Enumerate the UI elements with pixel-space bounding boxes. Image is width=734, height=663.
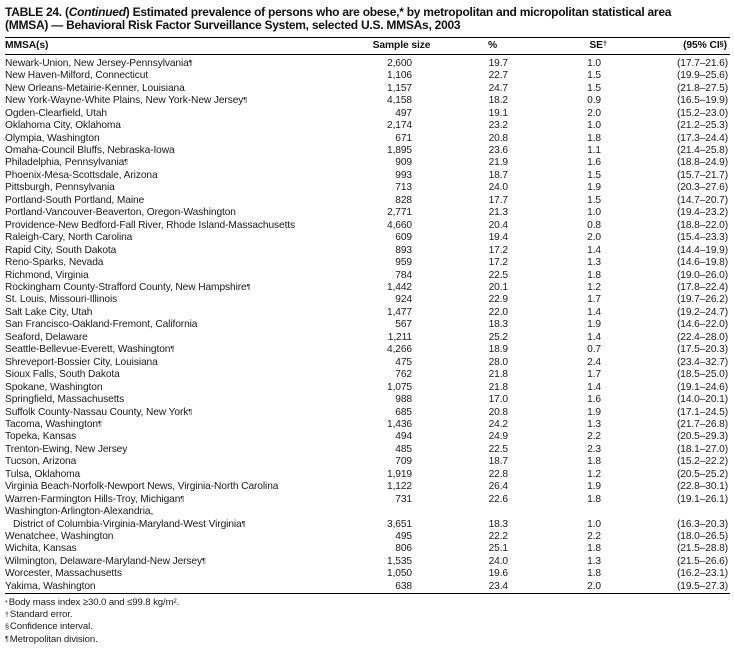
table-row — [5, 531, 730, 543]
se-cell: 1.9 — [587, 481, 601, 493]
se-cell: 2.2 — [587, 531, 601, 543]
sample-size-cell: 638 — [395, 580, 412, 592]
mmsa-name: Shreveport-Bossier City, Louisiana — [5, 356, 158, 368]
ci-cell: (17.3–24.4) — [676, 132, 728, 144]
table-row — [5, 394, 730, 406]
table-row — [5, 195, 730, 207]
mmsa-name: Wichita, Kansas — [5, 543, 77, 555]
percent-cell: 21.9 — [488, 157, 508, 169]
mmsa-name: Washington-Arlington-Alexandria, District of Columbia-Virginia-Maryland-West Virginia¶ — [5, 506, 246, 530]
sample-size-cell: 1,075 — [387, 381, 412, 393]
mmsa-name: Omaha-Council Bluffs, Nebraska-Iowa — [5, 144, 175, 156]
table-row — [5, 431, 730, 443]
ci-cell: (19.5–27.3) — [676, 580, 728, 592]
sample-size-cell: 4,660 — [387, 219, 412, 231]
ci-cell: (17.5–20.3) — [676, 344, 728, 356]
sample-size-cell: 1,895 — [387, 144, 412, 156]
mmsa-name: Newark-Union, New Jersey-Pennsylvania¶ — [5, 57, 193, 69]
col-header-sample-size: Sample size — [361, 37, 446, 54]
sample-size-cell: 2,600 — [387, 57, 412, 69]
se-cell: 1.0 — [587, 57, 601, 69]
table-row — [5, 157, 730, 169]
ci-cell: (21.4–25.8) — [676, 144, 728, 156]
metropolitan-division-marker: ¶ — [241, 518, 246, 528]
ci-cell: (14.6–19.8) — [676, 257, 728, 269]
mmsa-name: Seaford, Delaware — [5, 331, 88, 343]
col-header-mmsa: MMSA(s) — [5, 37, 361, 54]
mmsa-name: Seattle-Bellevue-Everett, Washington¶ — [5, 344, 175, 356]
mmsa-name: Wilmington, Delaware-Maryland-New Jersey¶ — [5, 555, 206, 567]
ci-cell: (20.5–29.3) — [676, 431, 728, 443]
percent-cell: 20.4 — [488, 219, 508, 231]
sample-size-cell: 1,157 — [387, 82, 412, 94]
se-cell: 0.7 — [587, 344, 601, 356]
mmsa-name: Portland-South Portland, Maine — [5, 194, 145, 206]
se-cell: 1.7 — [587, 369, 601, 381]
se-cell: 1.4 — [587, 306, 601, 318]
mmsa-name: Tucson, Arizona — [5, 456, 77, 468]
sample-size-cell: 1,919 — [387, 468, 412, 480]
mmsa-name: Oklahoma City, Oklahoma — [5, 120, 121, 132]
metropolitan-division-marker: ¶ — [246, 281, 251, 291]
sample-size-cell: 4,266 — [387, 344, 412, 356]
ci-cell: (18.8–22.0) — [676, 219, 728, 231]
se-cell: 1.9 — [587, 406, 601, 418]
footnote-standard-error: †Standard error. — [5, 609, 73, 621]
sample-size-cell: 1,535 — [387, 555, 412, 567]
se-cell: 2.0 — [587, 580, 601, 592]
table-row — [5, 469, 730, 481]
mmsa-name: San Francisco-Oakland-Fremont, California — [5, 319, 198, 331]
mmsa-name: Philadelphia, Pennsylvania¶ — [5, 157, 129, 169]
se-cell: 2.4 — [587, 356, 601, 368]
mmsa-name: Olympia, Washington — [5, 132, 100, 144]
mmsa-name: Pittsburgh, Pennsylvania — [5, 182, 115, 194]
table-row — [5, 270, 730, 282]
se-cell: 1.8 — [587, 269, 601, 281]
mmsa-name: Topeka, Kansas — [5, 431, 77, 443]
metropolitan-division-marker: ¶ — [188, 406, 193, 416]
percent-cell: 19.1 — [488, 107, 508, 119]
ci-cell: (14.6–22.0) — [676, 319, 728, 331]
mmsa-name: Sioux Falls, South Dakota — [5, 369, 120, 381]
prevalence-table — [5, 37, 730, 594]
table-row — [5, 319, 730, 331]
mmsa-name: Raleigh-Cary, North Carolina — [5, 232, 133, 244]
percent-cell: 28.0 — [488, 356, 508, 368]
se-cell: 1.4 — [587, 331, 601, 343]
sample-size-cell: 567 — [395, 319, 412, 331]
table-row — [5, 108, 730, 120]
se-cell: 1.7 — [587, 294, 601, 306]
table-row — [5, 357, 730, 369]
table-row — [5, 568, 730, 580]
mmsa-name: Trenton-Ewing, New Jersey — [5, 443, 128, 455]
ci-cell: (18.1–27.0) — [676, 443, 728, 455]
table-row — [5, 494, 730, 506]
table-row — [5, 70, 730, 82]
mmsa-name: New Haven-Milford, Connecticut — [5, 70, 149, 82]
mmsa-name: Springfield, Massachusetts — [5, 394, 125, 406]
ci-cell: (17.8–22.4) — [676, 281, 728, 293]
ci-cell: (21.7–26.8) — [676, 418, 728, 430]
ci-cell: (19.4–23.2) — [676, 207, 728, 219]
se-cell: 1.0 — [587, 207, 601, 219]
sample-size-cell: 497 — [395, 107, 412, 119]
mmsa-name: Ogden-Clearfield, Utah — [5, 107, 107, 119]
sample-size-cell: 1,477 — [387, 306, 412, 318]
percent-cell: 23.6 — [488, 144, 508, 156]
sample-size-cell: 909 — [395, 157, 412, 169]
ci-cell: (22.8–30.1) — [676, 481, 728, 493]
sample-size-cell: 806 — [395, 543, 412, 555]
ci-cell: (18.0–26.5) — [676, 531, 728, 543]
se-cell: 2.0 — [587, 107, 601, 119]
metropolitan-division-marker: ¶ — [201, 555, 206, 565]
table-row — [5, 95, 730, 107]
sample-size-cell: 494 — [395, 431, 412, 443]
table-row — [5, 245, 730, 257]
se-cell: 1.6 — [587, 157, 601, 169]
footnote-body-mass-index: *Body mass index ≥30.0 and ≤99.8 kg/m². — [5, 597, 180, 609]
percent-cell: 21.8 — [488, 381, 508, 393]
se-cell: 1.4 — [587, 244, 601, 256]
se-cell: 1.5 — [587, 169, 601, 181]
table-row — [5, 307, 730, 319]
header-row — [5, 37, 730, 54]
mmsa-name: Providence-New Bedford-Fall River, Rhode Island-Massachusetts — [5, 219, 296, 231]
mmsa-name: St. Louis, Missouri-Illinois — [5, 294, 118, 306]
table-row — [5, 382, 730, 394]
table-row — [5, 407, 730, 419]
col-header-percent: % — [446, 37, 510, 54]
table-row — [5, 232, 730, 244]
sample-size-cell: 988 — [395, 394, 412, 406]
table-row — [5, 220, 730, 232]
mmsa-name: Richmond, Virginia — [5, 269, 89, 281]
table-row — [5, 182, 730, 194]
percent-cell: 25.2 — [488, 331, 508, 343]
mmsa-name: Salt Lake City, Utah — [5, 306, 93, 318]
percent-cell: 19.7 — [488, 57, 508, 69]
table-row — [5, 207, 730, 219]
sample-size-cell: 709 — [395, 456, 412, 468]
se-cell: 1.5 — [587, 70, 601, 82]
percent-cell: 22.0 — [488, 306, 508, 318]
percent-cell: 18.3 — [488, 319, 508, 331]
se-cell: 1.4 — [587, 381, 601, 393]
se-cell: 1.3 — [587, 555, 601, 567]
percent-cell: 18.2 — [488, 95, 508, 107]
percent-cell: 20.8 — [488, 406, 508, 418]
sample-size-cell: 671 — [395, 132, 412, 144]
percent-cell: 22.7 — [488, 70, 508, 82]
percent-cell: 24.9 — [488, 431, 508, 443]
percent-cell: 25.1 — [488, 543, 508, 555]
metropolitan-division-marker: ¶ — [188, 57, 193, 67]
se-cell: 1.0 — [587, 518, 601, 530]
mmsa-name: Reno-Sparks, Nevada — [5, 257, 104, 269]
percent-cell: 20.1 — [488, 281, 508, 293]
percent-cell: 24.7 — [488, 82, 508, 94]
sample-size-cell: 1,211 — [387, 331, 412, 343]
percent-cell: 17.7 — [488, 194, 508, 206]
table-row — [5, 444, 730, 456]
ci-cell: (14.4–19.9) — [676, 244, 728, 256]
percent-cell: 17.2 — [488, 244, 508, 256]
mmsa-name: New Orleans-Metairie-Kenner, Louisiana — [5, 82, 185, 94]
mmsa-name: Worcester, Massachusetts — [5, 568, 122, 580]
se-cell: 0.9 — [587, 95, 601, 107]
sample-size-cell: 1,442 — [387, 281, 412, 293]
table-row — [5, 456, 730, 468]
table-row — [5, 481, 730, 493]
table-row — [5, 54, 730, 70]
percent-cell: 17.0 — [488, 394, 508, 406]
metropolitan-division-marker: ¶ — [170, 344, 175, 354]
se-cell: 1.9 — [587, 319, 601, 331]
percent-cell: 23.2 — [488, 120, 508, 132]
table-row — [5, 506, 730, 531]
ci-cell: (19.2–24.7) — [676, 306, 728, 318]
ci-cell: (23.4–32.7) — [676, 356, 728, 368]
ci-cell: (21.2–25.3) — [676, 120, 728, 132]
sample-size-cell: 475 — [395, 356, 412, 368]
percent-cell: 20.8 — [488, 132, 508, 144]
footnote-metropolitan-division: ¶Metropolitan division. — [5, 633, 98, 645]
se-cell: 1.9 — [587, 182, 601, 194]
percent-cell: 23.4 — [488, 580, 508, 592]
metropolitan-division-marker: ¶ — [180, 493, 185, 503]
sample-size-cell: 1,050 — [387, 568, 412, 580]
ci-cell: (19.9–25.6) — [676, 70, 728, 82]
table-title-line-1: TABLE 24. (Continued) Estimated prevalence of persons who are obese,* by metropolitan and micropolitan statistical area — [5, 5, 672, 19]
sample-size-cell: 893 — [395, 244, 412, 256]
table-row — [5, 257, 730, 269]
ci-cell: (15.2–23.0) — [676, 107, 728, 119]
sample-size-cell: 993 — [395, 169, 412, 181]
mmsa-name: Yakima, Washington — [5, 580, 96, 592]
table-row — [5, 170, 730, 182]
se-cell: 1.3 — [587, 257, 601, 269]
percent-cell: 22.5 — [488, 443, 508, 455]
sample-size-cell: 685 — [395, 406, 412, 418]
percent-cell: 24.2 — [488, 418, 508, 430]
percent-cell: 18.7 — [488, 169, 508, 181]
percent-cell: 19.6 — [488, 568, 508, 580]
percent-cell: 24.0 — [488, 182, 508, 194]
table-title — [5, 6, 730, 33]
sample-size-cell: 713 — [395, 182, 412, 194]
se-cell: 1.2 — [587, 468, 601, 480]
percent-cell: 24.0 — [488, 555, 508, 567]
percent-cell: 19.4 — [488, 232, 508, 244]
sample-size-cell: 1,106 — [387, 70, 412, 82]
sample-size-cell: 959 — [395, 257, 412, 269]
percent-cell: 26.4 — [488, 481, 508, 493]
percent-cell: 22.6 — [488, 493, 508, 505]
metropolitan-division-marker: ¶ — [243, 95, 248, 105]
footnote-confidence-interval: §Confidence interval. — [5, 621, 93, 633]
ci-cell: (14.0–20.1) — [676, 394, 728, 406]
ci-cell: (15.2–22.2) — [676, 456, 728, 468]
ci-cell: (21.5–26.6) — [676, 555, 728, 567]
ci-cell: (19.0–26.0) — [676, 269, 728, 281]
mmsa-name: Virginia Beach-Norfolk-Newport News, Virginia-North Carolina — [5, 481, 279, 493]
se-cell: 1.8 — [587, 543, 601, 555]
se-cell: 1.8 — [587, 568, 601, 580]
se-cell: 1.8 — [587, 493, 601, 505]
se-cell: 1.2 — [587, 281, 601, 293]
sample-size-cell: 3,651 — [387, 518, 412, 530]
mmsa-name: Suffolk County-Nassau County, New York¶ — [5, 406, 193, 418]
ci-cell: (21.5–28.8) — [676, 543, 728, 555]
sample-size-cell: 609 — [395, 232, 412, 244]
ci-cell: (15.7–21.7) — [676, 169, 728, 181]
percent-cell: 22.2 — [488, 531, 508, 543]
mmsa-name: Tacoma, Washington¶ — [5, 418, 102, 430]
col-header-confidence-interval: (95% CI§) — [608, 37, 730, 54]
sample-size-cell: 828 — [395, 194, 412, 206]
ci-cell: (17.7–21.6) — [676, 57, 728, 69]
ci-cell: (22.4–28.0) — [676, 331, 728, 343]
ci-cell: (16.5–19.9) — [676, 95, 728, 107]
ci-cell: (20.5–25.2) — [676, 468, 728, 480]
se-cell: 1.8 — [587, 456, 601, 468]
se-cell: 1.3 — [587, 418, 601, 430]
table-row — [5, 369, 730, 381]
percent-cell: 18.9 — [488, 344, 508, 356]
ci-cell: (19.1–26.1) — [676, 493, 728, 505]
mmsa-name: Wenatchee, Washington — [5, 531, 114, 543]
ci-cell: (18.8–24.9) — [676, 157, 728, 169]
table-row — [5, 145, 730, 157]
mmsa-name: Spokane, Washington — [5, 381, 103, 393]
se-cell: 1.5 — [587, 194, 601, 206]
se-cell: 1.8 — [587, 132, 601, 144]
se-cell: 0.8 — [587, 219, 601, 231]
percent-cell: 18.3 — [488, 518, 508, 530]
ci-cell: (17.1–24.5) — [676, 406, 728, 418]
percent-cell: 22.5 — [488, 269, 508, 281]
sample-size-cell: 485 — [395, 443, 412, 455]
table-row — [5, 543, 730, 555]
table-row — [5, 120, 730, 132]
mmsa-name: Portland-Vancouver-Beaverton, Oregon-Washington — [5, 207, 236, 219]
table-row — [5, 344, 730, 356]
se-cell: 2.3 — [587, 443, 601, 455]
sample-size-cell: 1,122 — [387, 481, 412, 493]
ci-cell: (19.1–24.6) — [676, 381, 728, 393]
ci-cell: (15.4–23.3) — [676, 232, 728, 244]
percent-cell: 22.9 — [488, 294, 508, 306]
table-row — [5, 83, 730, 95]
percent-cell: 17.2 — [488, 257, 508, 269]
sample-size-cell: 2,174 — [387, 120, 412, 132]
col-header-standard-error: SE† — [510, 37, 608, 54]
ci-cell: (21.8–27.5) — [676, 82, 728, 94]
percent-cell: 22.8 — [488, 468, 508, 480]
sample-size-cell: 924 — [395, 294, 412, 306]
ci-cell: (16.3–20.3) — [676, 518, 728, 530]
table-row — [5, 294, 730, 306]
table-row — [5, 332, 730, 344]
percent-cell: 21.3 — [488, 207, 508, 219]
sample-size-cell: 1,436 — [387, 418, 412, 430]
se-cell: 1.1 — [587, 144, 601, 156]
mmsa-name: Tulsa, Oklahoma — [5, 468, 81, 480]
table-row — [5, 282, 730, 294]
sample-size-cell: 4,158 — [387, 95, 412, 107]
metropolitan-division-marker: ¶ — [97, 418, 102, 428]
se-cell: 2.0 — [587, 232, 601, 244]
sample-size-cell: 731 — [395, 493, 412, 505]
footnotes — [5, 594, 730, 645]
percent-cell: 21.8 — [488, 369, 508, 381]
table-title-line-2: (MMSA) — Behavioral Risk Factor Surveillance System, selected U.S. MMSAs, 2003 — [5, 18, 461, 33]
se-cell: 1.0 — [587, 120, 601, 132]
se-cell: 2.2 — [587, 431, 601, 443]
ci-cell: (16.2–23.1) — [676, 568, 728, 580]
mmsa-name: Warren-Farmington Hills-Troy, Michigan¶ — [5, 493, 185, 505]
sample-size-cell: 495 — [395, 531, 412, 543]
ci-cell: (20.3–27.6) — [676, 182, 728, 194]
metropolitan-division-marker: ¶ — [124, 157, 129, 167]
table-row — [5, 581, 730, 594]
se-cell: 1.5 — [587, 82, 601, 94]
mmsa-name: Rapid City, South Dakota — [5, 244, 117, 256]
table-row — [5, 419, 730, 431]
sample-size-cell: 784 — [395, 269, 412, 281]
ci-cell: (19.7–26.2) — [676, 294, 728, 306]
sample-size-cell: 762 — [395, 369, 412, 381]
table-row — [5, 556, 730, 568]
percent-cell: 18.7 — [488, 456, 508, 468]
ci-cell: (18.5–25.0) — [676, 369, 728, 381]
se-cell: 1.6 — [587, 394, 601, 406]
mmsa-name: New York-Wayne-White Plains, New York-New Jersey¶ — [5, 95, 248, 107]
mmsa-name: Rockingham County-Strafford County, New Hampshire¶ — [5, 281, 251, 293]
mmsa-name: Phoenix-Mesa-Scottsdale, Arizona — [5, 169, 158, 181]
ci-cell: (14.7–20.7) — [676, 194, 728, 206]
table-row — [5, 133, 730, 145]
sample-size-cell: 2,771 — [387, 207, 412, 219]
